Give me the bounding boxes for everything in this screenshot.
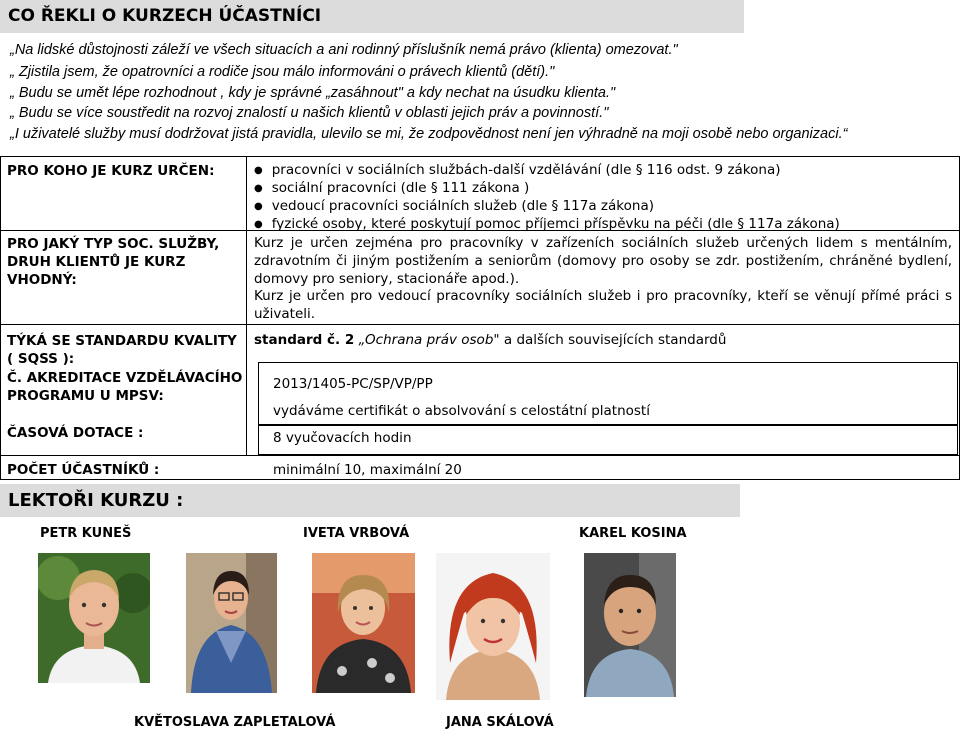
for-whom-label: PRO KOHO JE KURZ URČEN:: [7, 163, 215, 179]
hours-value: 8 vyučovacích hodin: [273, 430, 412, 446]
standard-value: [254, 331, 726, 349]
lecturer-name: KVĚTOSLAVA ZAPLETALOVÁ: [134, 715, 336, 730]
testimonial-quote: „ Zjistila jsem, že opatrovníci a rodiče jsou málo informováni o právech klientů (dětí).": [10, 64, 555, 80]
testimonial-quote: „ Budu se umět lépe rozhodnout , kdy je správné „zasáhnout" a kdy nechat na úsudku klienta.": [10, 85, 616, 101]
lecturer-name: KAREL KOSINA: [579, 526, 687, 541]
certificate-text: vydáváme certifikát o absolvování s celostátní platností: [273, 403, 650, 419]
section-title-testimonials: CO ŘEKLI O KURZECH ÚČASTNÍCI: [0, 0, 744, 33]
list-item: ● pracovníci v sociálních službách-další vzdělávání (dle § 116 odst. 9 zákona): [254, 161, 781, 182]
lecturer-name: IVETA VRBOVÁ: [303, 526, 410, 541]
service-type-text: Kurz je určen zejména pro pracovníky v zařízeních sociálních služeb určených lidem s mentálním, zdravotním či jiným postižením a seniorům (domovy pro osoby se zdr. postižením, chráněné bydlení, domovy pro seniory, stacionáře apod.).: [254, 235, 952, 287]
list-item: ● sociální pracovníci (dle § 111 zákona ): [254, 179, 529, 200]
lecturer-photo: [38, 553, 150, 683]
lecturer-name: PETR KUNEŠ: [40, 526, 132, 541]
list-item: ● vedoucí pracovníci sociálních služeb (dle § 117a zákona): [254, 197, 654, 218]
service-type-text: Kurz je určen pro vedoucí pracovníky sociálních služeb i pro pracovníky, kteří se věnují přímé práci s uživateli.: [254, 288, 952, 322]
hours-label: ČASOVÁ DOTACE :: [7, 425, 144, 441]
testimonial-quote: „Na lidské důstojnosti záleží ve všech situacích a ani rodinný příslušník nemá právo (klienta) omezovat.": [10, 42, 678, 58]
testimonial-quote: „ Budu se více soustředit na rozvoj znalostí u našich klientů v oblasti jejich práv a povinností.": [10, 105, 609, 121]
standard-rest: " a dalších souvisejících standardů: [493, 332, 727, 348]
divider: [0, 455, 960, 456]
participants-label: POČET ÚČASTNÍKŮ :: [7, 462, 160, 478]
divider: [0, 324, 960, 325]
column-divider: [246, 156, 247, 455]
standard-number: standard č. 2: [254, 332, 355, 348]
accreditation-label: Č. AKREDITACE VZDĚLÁVACÍHO PROGRAMU U MPSV:: [7, 370, 243, 404]
lecturer-photo: [584, 553, 676, 697]
lecturer-photo: [436, 553, 550, 700]
standard-title: „Ochrana práv osob: [358, 332, 494, 348]
accreditation-number: 2013/1405-PC/SP/VP/PP: [273, 376, 433, 392]
lecturer-photo: [186, 553, 277, 693]
list-item: ● fyzické osoby, které poskytují pomoc příjemci příspěvku na péči (dle § 117a zákona): [254, 215, 840, 236]
participants-value: minimální 10, maximální 20: [273, 462, 462, 478]
lecturer-name: JANA SKÁLOVÁ: [446, 715, 554, 730]
standard-label: TÝKÁ SE STANDARDU KVALITY ( SQSS ):: [7, 333, 237, 367]
lecturer-photo: [312, 553, 415, 693]
testimonial-quote: „I uživatelé služby musí dodržovat jistá pravidla, ulevilo se mi, že zodpovědnost není jen výhradně na moji osobě nebo organizaci.“: [10, 126, 848, 142]
section-title-lecturers: LEKTOŘI KURZU :: [0, 484, 740, 517]
service-type-label: PRO JAKÝ TYP SOC. SLUŽBY, DRUH KLIENTŮ JE KURZ VHODNÝ:: [7, 236, 220, 288]
